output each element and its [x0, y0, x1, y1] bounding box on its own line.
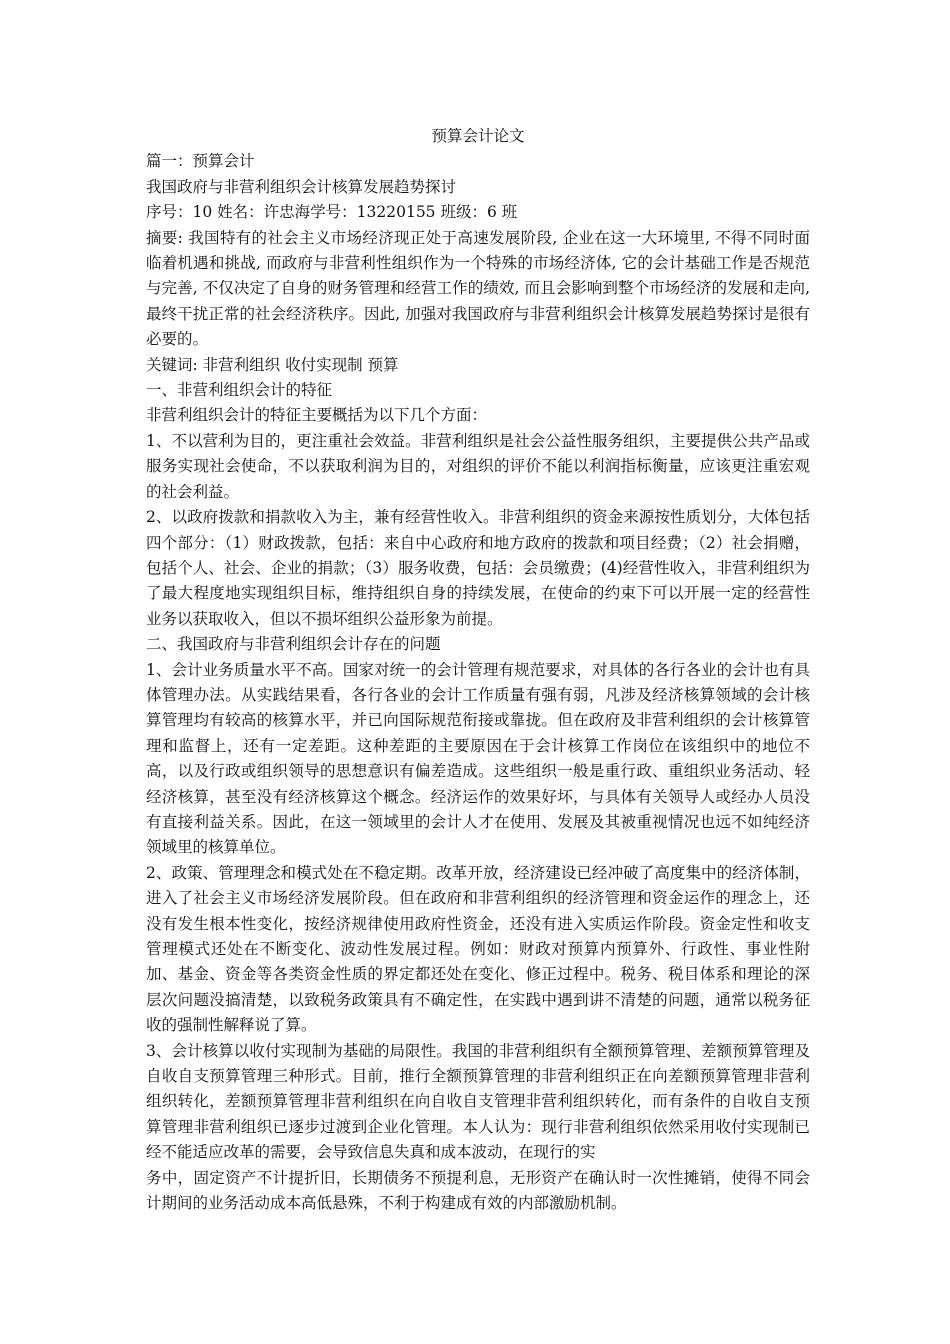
- heading-section-2: 二、我国政府与非营利组织会计存在的问题: [146, 635, 441, 654]
- paragraph-intro: 非营利组织会计的特征主要概括为以下几个方面：: [146, 406, 488, 425]
- paragraph-point-2-3: 3、会计核算以收付实现制为基础的局限性。我国的非营利组织有全额预算管理、差额预算管理及自收自支预算管理三种形式。目前，推行全额预算管理的非营利组织正在向差额预算管理非营利组织转化，差额预算管理非营利组织在向自收自支管理非营利组织转化，而有条件的自收自支预算管理非营利组织已逐步过渡到企业化管理。本人认为：现行非营利组织依然采用收付实现制已经不能适应改革的需要，会导致信息失真和成本波动，在现行的实: [146, 1041, 810, 1162]
- paragraph-point-1-1: 1、不以营利为目的，更注重社会效益。非营利组织是社会公益性服务组织，主要提供公共产品或服务实现社会使命，不以获取利润为目的，对组织的评价不能以利润指标衡量，应该更注重宏观的社会利益。: [146, 431, 810, 501]
- paragraph-point-2-2: 2、政策、管理理念和模式处在不稳定期。改革开放，经济建设已经冲破了高度集中的经济体制，进入了社会主义市场经济发展阶段。但在政府和非营利组织的经济管理和资金运作的理念上，还没有发生根本性变化，按经济规律使用政府性资金，还没有进入实质运作阶段。资金定性和收支管理模式还处在不断变化、波动性发展过程。例如：财政对预算内预算外、行政性、事业性附加、基金、资金等各类资金性质的界定都还处在变化、修正过程中。税务、税目体系和理论的深层次问题没搞清楚，以致税务政策具有不确定性，在实践中遇到讲不清楚的问题，通常以税务征收的强制性解释说了算。: [146, 863, 810, 1035]
- paragraph-continuation: 务中，固定资产不计提折旧，长期债务不预提利息，无形资产在确认时一次性摊销，使得不同会计期间的业务活动成本高低悬殊，不利于构建成有效的内部激励机制。: [146, 1168, 810, 1213]
- paragraph-article-title: 我国政府与非营利组织会计核算发展趋势探讨: [146, 177, 457, 196]
- heading-section-1: 一、非营利组织会计的特征: [146, 381, 333, 400]
- document-page: [146, 124, 810, 1216]
- paragraph-point-1-2: 2、以政府拨款和捐款收入为主，兼有经营性收入。非营利组织的资金来源按性质划分，大体包括四个部分：（1）财政拨款，包括：来自中心政府和地方政府的拨款和项目经费；（2）社会捐赠，包括个人、社会、企业的捐款；（3）服务收费，包括：会员缴费；(4)经营性收入，非营利组织为了最大程度地实现组织目标，维持组织自身的持续发展，在使命的约束下可以开展一定的经营性业务以获取收入，但以不损坏组织公益形象为前提。: [146, 508, 810, 628]
- paragraph-abstract: 摘要: 我国特有的社会主义市场经济现正处于高速发展阶段, 企业在这一大环境里, 不得不同时面临着机遇和挑战, 而政府与非营利性组织作为一个特殊的市场经济体, 它的会计基础工作是否规范与完善, 不仅决定了自身的财务管理和经营工作的绩效, 而且会影响到整个市场经济的发展和走向, 最终干扰正常的社会经济秩序。因此, 加强对我国政府与非营利组织会计核算发展趋势探讨是很有必要的。: [146, 228, 810, 349]
- paragraph-keywords: 关键词: 非营利组织 收付实现制 预算: [146, 355, 399, 374]
- paragraph-section-label: 篇一：预算会计: [146, 152, 255, 171]
- paragraph-author-info: 序号：10 姓名：许忠海学号：13220155 班级：6 班: [146, 203, 518, 222]
- paragraph-point-2-1: 1、会计业务质量水平不高。国家对统一的会计管理有规范要求，对具体的各行各业的会计也有具体管理办法。从实践结果看，各行各业的会计工作质量有强有弱，凡涉及经济核算领域的会计核算管理均有较高的核算水平，并已向国际规范衔接或靠拢。但在政府及非营利组织的会计核算管理和监督上，还有一定差距。这种差距的主要原因在于会计核算工作岗位在该组织中的地位不高，以及行政或组织领导的思想意识有偏差造成。这些组织一般是重行政、重组织业务活动、轻经济核算，甚至没有经济核算这个概念。经济运作的效果好坏，与具体有关领导人或经办人员没有直接利益关系。因此，在这一领域里的会计人才在使用、发展及其被重视情况也远不如纯经济领域里的核算单位。: [146, 660, 810, 857]
- document-title: 预算会计论文: [431, 127, 525, 145]
